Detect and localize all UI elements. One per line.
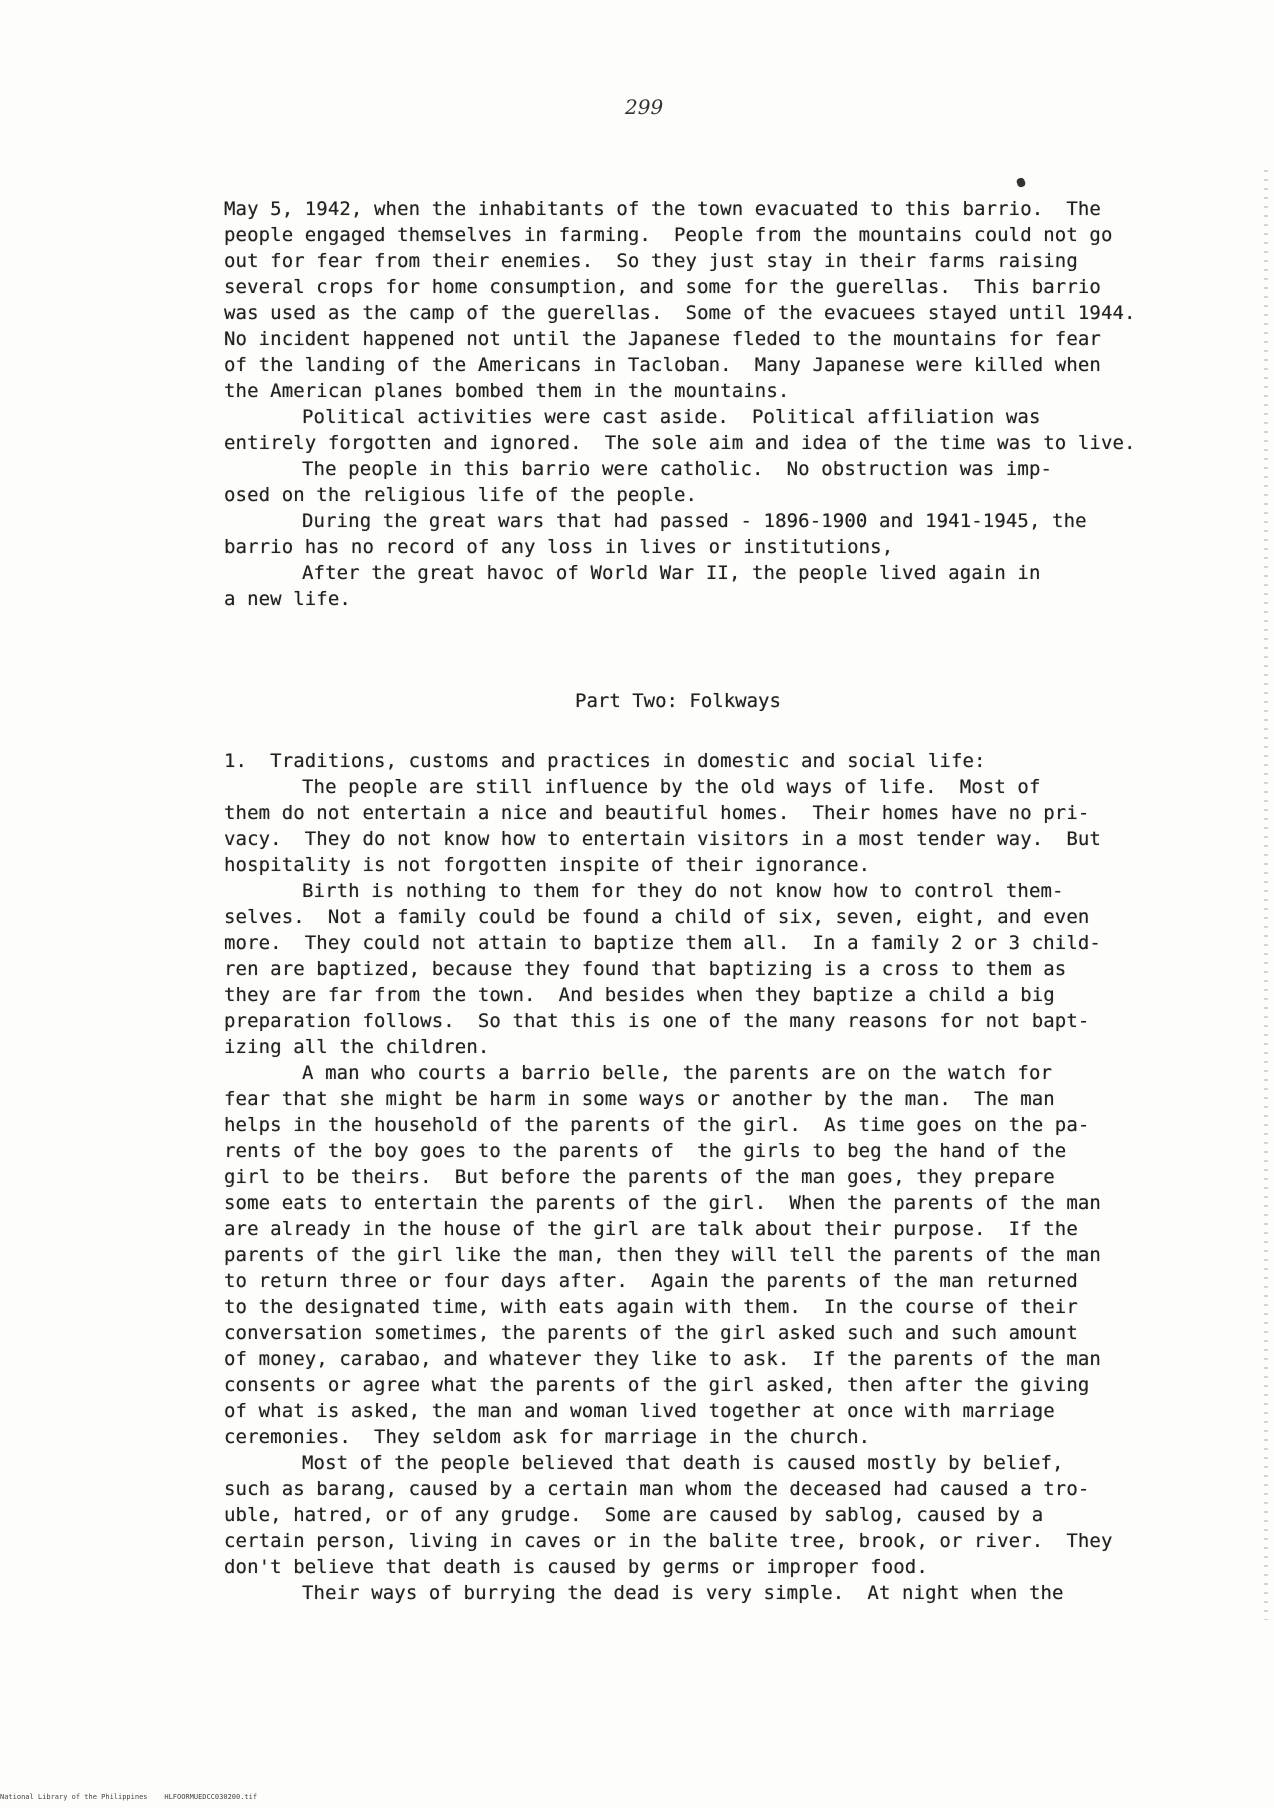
text-line: During the great wars that had passed - 1896-1900 and 1941-1945, the: [302, 510, 1087, 532]
text-line: ren are baptized, because they found that baptizing is a cross to them as: [224, 958, 1067, 980]
text-line: uble, hatred, or of any grudge. Some are caused by sablog, caused by a: [224, 1504, 1044, 1526]
text-line: vacy. They do not know how to entertain visitors in a most tender way. But: [224, 828, 1101, 850]
text-line: are already in the house of the girl are talk about their purpose. If the: [224, 1218, 1078, 1240]
text-line: selves. Not a family could be found a child of six, seven, eight, and even: [224, 906, 1090, 928]
text-line: of the landing of the Americans in Tacloban. Many Japanese were killed when: [224, 354, 1101, 376]
text-line: The people in this barrio were catholic. No obstruction was imp-: [302, 458, 1053, 480]
text-line: fear that she might be harm in some ways or another by the man. The man: [224, 1088, 1055, 1110]
text-line: people engaged themselves in farming. People from the mountains could not go: [224, 224, 1113, 246]
text-block-part-one: [224, 196, 1234, 612]
text-line: some eats to entertain the parents of the girl. When the parents of the man: [224, 1192, 1101, 1214]
text-line: barrio has no record of any loss in lives or institutions,: [224, 536, 894, 558]
text-line: consents or agree what the parents of the girl asked, then after the giving: [224, 1374, 1090, 1396]
text-line: to return three or four days after. Again the parents of the man returned: [224, 1270, 1078, 1292]
text-line: such as barang, caused by a certain man whom the deceased had caused a tro-: [224, 1478, 1090, 1500]
scan-edge-artifact: [1264, 170, 1268, 1620]
text-line: several crops for home consumption, and some for the guerellas. This barrio: [224, 276, 1101, 298]
text-line: After the great havoc of World War II, the people lived again in: [302, 562, 1041, 584]
section-heading: Part Two: Folkways: [575, 690, 781, 712]
text-line: parents of the girl like the man, then they will tell the parents of the man: [224, 1244, 1101, 1266]
text-line: entirely forgotten and ignored. The sole aim and idea of the time was to live.: [224, 432, 1136, 454]
text-line: A man who courts a barrio belle, the parents are on the watch for: [302, 1062, 1053, 1084]
text-line: preparation follows. So that this is one of the many reasons for not bapt-: [224, 1010, 1090, 1032]
text-line: The people are still influence by the old ways of life. Most of: [302, 776, 1041, 798]
text-line: certain person, living in caves or in the balite tree, brook, or river. They: [224, 1530, 1113, 1552]
list-item-heading: 1. Traditions, customs and practices in domestic and social life:: [224, 750, 986, 772]
text-block-part-two: [224, 748, 1234, 1606]
text-line: was used as the camp of the guerellas. Some of the evacuees stayed until 1944.: [224, 302, 1136, 324]
text-line: they are far from the town. And besides when they baptize a child a big: [224, 984, 1055, 1006]
page-number: 299: [625, 95, 664, 119]
text-line: out for fear from their enemies. So they just stay in their farms raising: [224, 250, 1078, 272]
text-line: Most of the people believed that death is caused mostly by belief,: [302, 1452, 1064, 1474]
text-line: Political activities were cast aside. Political affiliation was: [302, 406, 1041, 428]
text-line: of money, carabao, and whatever they like to ask. If the parents of the man: [224, 1348, 1101, 1370]
scan-footer: National Library of the Philippines HLFOORMUEDCC030200.tif: [0, 1793, 258, 1801]
text-line: a new life.: [224, 588, 351, 610]
text-line: the American planes bombed them in the mountains.: [224, 380, 790, 402]
text-line: conversation sometimes, the parents of the girl asked such and such amount: [224, 1322, 1078, 1344]
text-line: Birth is nothing to them for they do not know how to control them-: [302, 880, 1064, 902]
text-line: osed on the religious life of the people.: [224, 484, 698, 506]
text-line: rents of the boy goes to the parents of the girls to beg the hand of the: [224, 1140, 1067, 1162]
text-line: izing all the children.: [224, 1036, 490, 1058]
text-line: don't believe that death is caused by germs or improper food.: [224, 1556, 928, 1578]
text-line: of what is asked, the man and woman lived together at once with marriage: [224, 1400, 1055, 1422]
text-line: hospitality is not forgotten inspite of their ignorance.: [224, 854, 871, 876]
text-line: to the designated time, with eats again with them. In the course of their: [224, 1296, 1078, 1318]
text-line: No incident happened not until the Japanese fleded to the mountains for fear: [224, 328, 1101, 350]
text-line: them do not entertain a nice and beautiful homes. Their homes have no pri-: [224, 802, 1090, 824]
text-line: more. They could not attain to baptize them all. In a family 2 or 3 child-: [224, 932, 1101, 954]
text-line: Their ways of burrying the dead is very simple. At night when the: [302, 1582, 1064, 1604]
text-line: girl to be theirs. But before the parents of the man goes, they prepare: [224, 1166, 1055, 1188]
text-line: May 5, 1942, when the inhabitants of the town evacuated to this barrio. The: [224, 198, 1101, 220]
ink-mark: [1016, 177, 1027, 188]
text-line: helps in the household of the parents of the girl. As time goes on the pa-: [224, 1114, 1090, 1136]
text-line: ceremonies. They seldom ask for marriage in the church.: [224, 1426, 871, 1448]
